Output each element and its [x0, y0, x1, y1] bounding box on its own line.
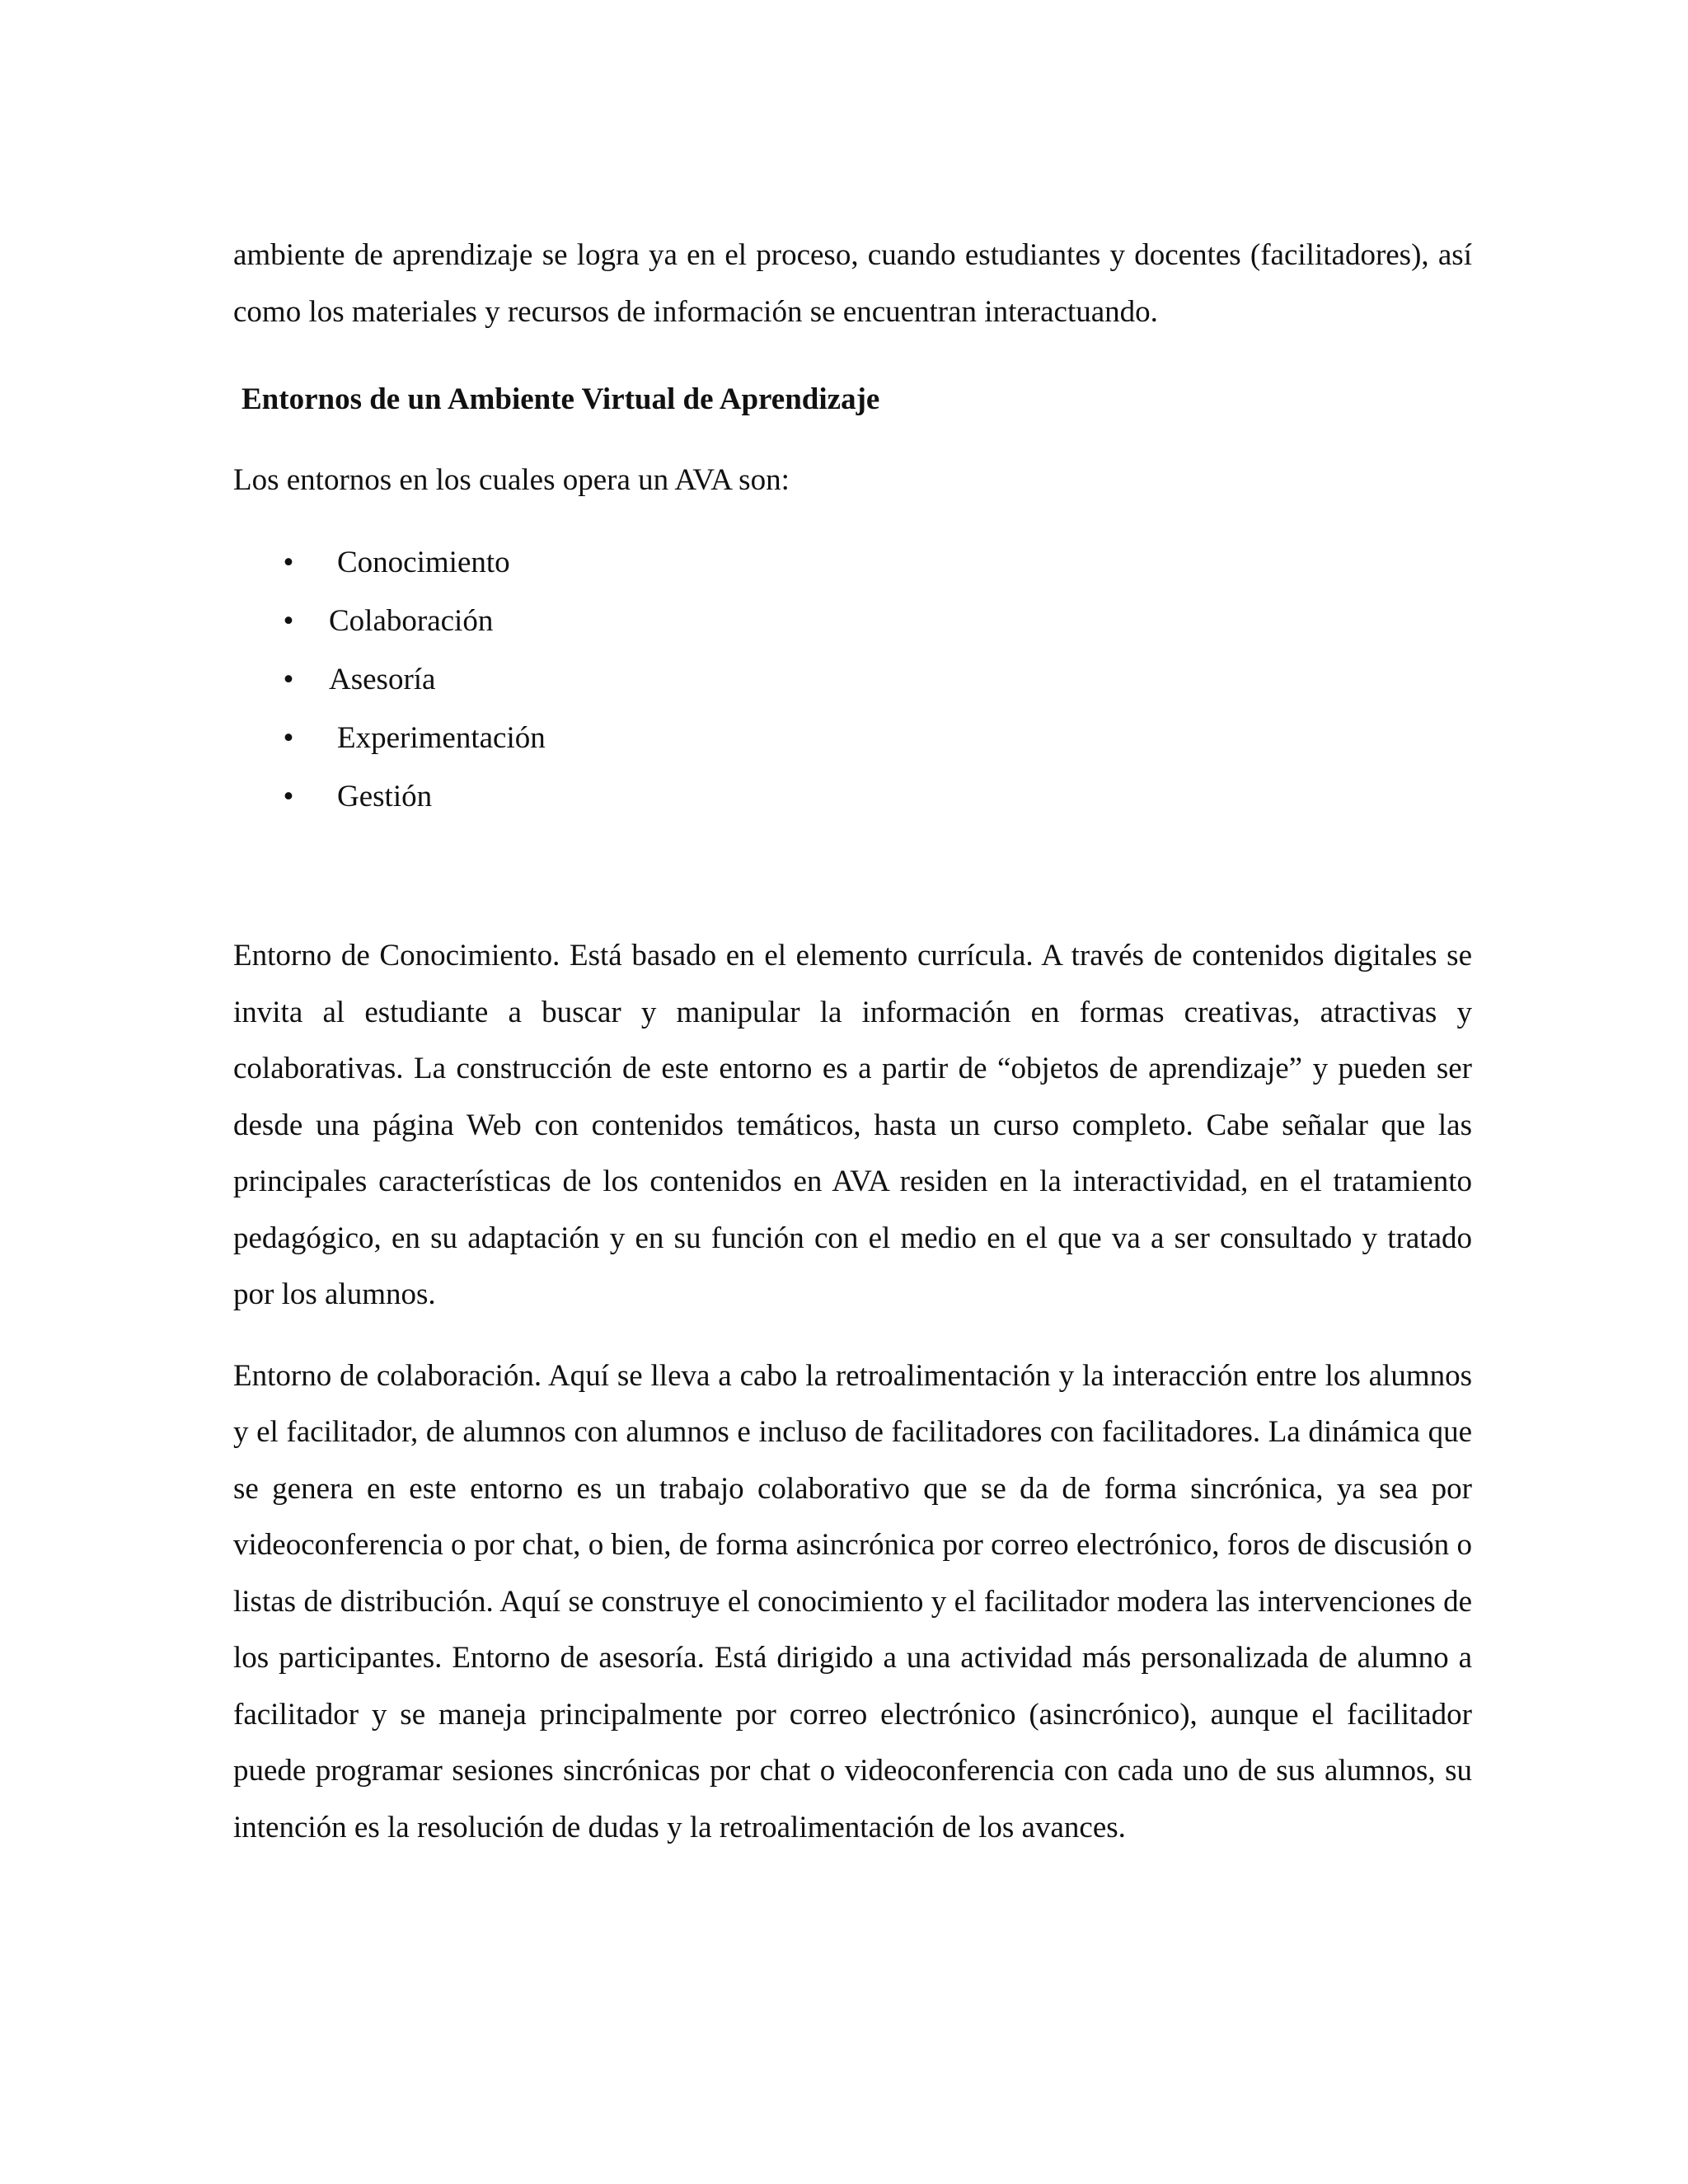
bullet-icon: •: [283, 780, 294, 813]
knowledge-environment-paragraph: Entorno de Conocimiento. Está basado en el elemento currícula. A través de contenidos digitales se invita al estudiante a buscar y manipular la información en formas creativas, atractivas y colaborativas. La construcción de este entorno es a partir de “objetos de aprendizaje” y pueden ser desde una página Web con contenidos temáticos, hasta un curso completo. Cabe señalar que las principales características de los contenidos en AVA residen en la interactividad, en el tratamiento pedagógico, en su adaptación y en su función con el medio en el que va a ser consultado y tratado por los alumnos.: [233, 939, 1472, 1311]
list-item-colaboracion: [233, 592, 1472, 650]
list-item-label: Experimentación: [337, 721, 546, 755]
list-item-label: Asesoría: [329, 663, 436, 696]
list-item-conocimiento: [233, 533, 1472, 592]
list-item-label: Conocimiento: [337, 546, 510, 579]
environment-list: [233, 533, 1472, 826]
section-heading: Entornos de un Ambiente Virtual de Aprendizaje: [241, 382, 880, 416]
bullet-icon: •: [283, 604, 294, 638]
bullet-icon: •: [283, 663, 294, 696]
list-intro-text: Los entornos en los cuales opera un AVA son:: [233, 463, 790, 497]
bullet-icon: •: [283, 546, 294, 579]
list-item-label: Gestión: [337, 780, 433, 813]
bullet-icon: •: [283, 721, 294, 755]
list-item-label: Colaboración: [329, 604, 494, 638]
document-body: [233, 227, 1472, 1856]
collaboration-environment-paragraph: Entorno de colaboración. Aquí se lleva a cabo la retroalimentación y la interacción entre los alumnos y el facilitador, de alumnos con alumnos e incluso de facilitadores con facilitadores. La dinámica que se genera en este entorno es un trabajo colaborativo que se da de forma sincrónica, ya sea por videoconferencia o por chat, o bien, de forma asincrónica por correo electrónico, foros de discusión o listas de distribución. Aquí se construye el conocimiento y el facilitador modera las intervenciones de los participantes. Entorno de asesoría. Está dirigido a una actividad más personalizada de alumno a facilitador y se maneja principalmente por correo electrónico (asincrónico), aunque el facilitador puede programar sesiones sincrónicas por chat o videoconferencia con cada uno de sus alumnos, su intención es la resolución de dudas y la retroalimentación de los avances.: [233, 1358, 1472, 1844]
list-item-experimentacion: [233, 709, 1472, 767]
list-item-asesoria: [233, 650, 1472, 709]
list-item-gestion: [233, 767, 1472, 826]
intro-paragraph: ambiente de aprendizaje se logra ya en el proceso, cuando estudiantes y docentes (facilitadores), así como los materiales y recursos de información se encuentran interactuando.: [233, 238, 1472, 329]
